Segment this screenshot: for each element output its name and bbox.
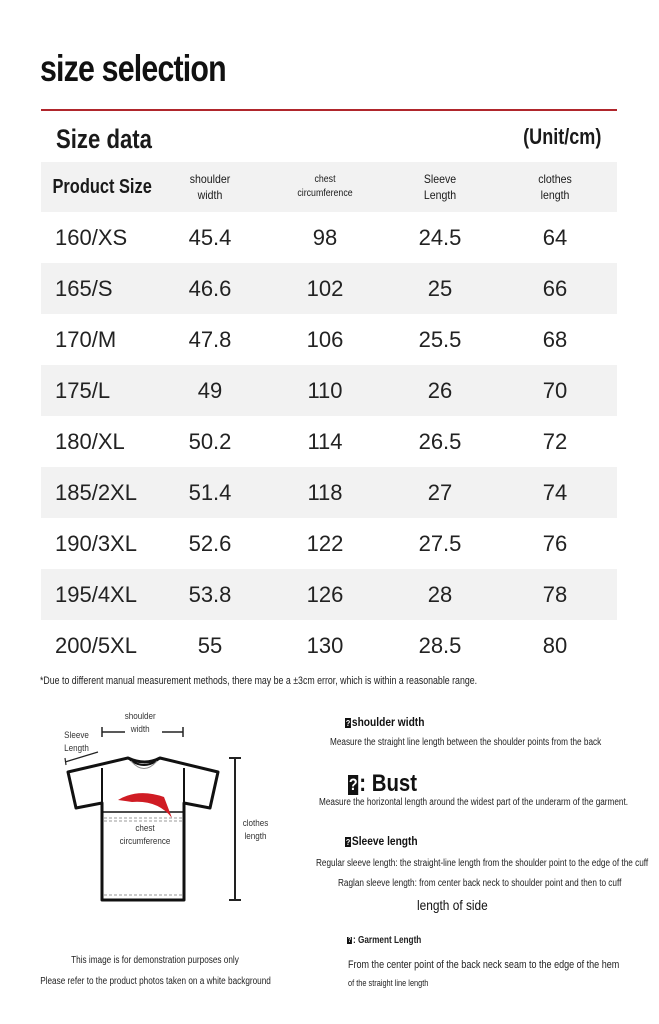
diagram-sleeve-line1: Sleeve [64,730,89,741]
table-row [41,569,617,620]
table-row [41,467,617,518]
cell-size: 200/5XL [55,632,137,658]
length-of-side-heading: length of side [417,897,488,913]
cell-sleeve: 26.5 [418,428,462,454]
cell-chest: 126 [306,581,344,607]
cell-chest: 118 [307,479,343,505]
cell-shoulder: 45.4 [188,224,232,250]
header-sleeve-length [392,171,489,203]
tshirt-diagram [40,700,290,915]
numbered-box-icon: ? [347,936,352,944]
cell-sleeve: 27 [427,479,453,505]
diagram-chest-line2: circumference [119,836,171,847]
cell-length: 80 [542,632,568,658]
cell-chest: 130 [306,632,344,658]
title-divider [41,109,617,111]
diagram-shoulder-label [125,710,156,736]
garment-length-title: : Garment Length [352,935,422,946]
cell-shoulder: 55 [197,632,223,658]
cell-size: 165/S [55,275,113,301]
table-row [41,365,617,416]
size-table [41,162,617,671]
numbered-box-icon: ? [348,774,358,794]
cell-length: 74 [542,479,568,505]
cell-shoulder: 51.4 [188,479,232,505]
garment-desc-1: From the center point of the back neck seam to the edge of the hem [348,959,620,971]
cell-sleeve: 25.5 [418,326,462,352]
measurement-error-note: *Due to different manual measurement methods, there may be a ±3cm error, which is within a reasonable range. [40,675,478,687]
cell-shoulder: 49 [197,377,223,403]
cell-size: 190/3XL [55,530,137,556]
section-title: Size data [56,124,152,154]
cell-sleeve: 26 [427,377,453,403]
header-clothes-line1: clothes [538,172,572,186]
numbered-box-icon: ? [345,717,351,728]
diagram-shoulder-line1: shoulder [124,711,156,722]
header-sleeve-line1: Sleeve [423,172,457,186]
cell-shoulder: 52.6 [188,530,232,556]
diagram-shoulder-line2: width [130,724,150,735]
demo-note-1: This image is for demonstration purposes only [71,955,239,966]
sleeve-desc-raglan: Raglan sleeve length: from center back neck to shoulder point and then to cuff [338,878,622,889]
bust-desc: Measure the horizontal length around the widest part of the underarm of the garment. [319,797,629,808]
table-header-row [41,162,617,212]
shoulder-width-heading [345,715,424,729]
cell-shoulder: 50.2 [188,428,232,454]
cell-shoulder: 53.8 [188,581,232,607]
diagram-chest-label [115,822,175,848]
table-row [41,416,617,467]
cell-chest: 110 [307,377,343,403]
header-shoulder-width [162,171,259,203]
diagram-sleeve-label [64,729,89,755]
sleeve-desc-regular: Regular sleeve length: the straight-line length from the shoulder point to the edge of the cuff [316,858,649,869]
cell-length: 72 [542,428,568,454]
table-row [41,314,617,365]
diagram-clothes-line2: length [244,831,267,842]
demo-note-2: Please refer to the product photos taken on a white background [40,976,271,987]
header-chest-circumference [272,173,378,201]
cell-sleeve: 28.5 [418,632,462,658]
diagram-sleeve-line2: Length [64,743,89,754]
cell-length: 66 [542,275,568,301]
header-shoulder-line1: shoulder [189,172,231,186]
table-row [41,620,617,671]
diagram-clothes-length-label [241,817,271,843]
bust-heading [348,770,417,798]
header-product-size: Product Size [52,175,152,198]
cell-chest: 106 [306,326,344,352]
cell-length: 70 [542,377,568,403]
sleeve-length-title: Sleeve length [351,834,418,848]
cell-size: 160/XS [55,224,128,250]
shoulder-width-title: shoulder width [351,715,425,729]
cell-length: 76 [542,530,568,556]
numbered-box-icon: ? [345,836,351,847]
header-sleeve-line2: Length [423,188,457,202]
cell-sleeve: 27.5 [418,530,462,556]
table-row [41,263,617,314]
cell-length: 68 [542,326,568,352]
table-row [41,212,617,263]
cell-sleeve: 24.5 [418,224,462,250]
cell-sleeve: 25 [427,275,453,301]
cell-chest: 102 [306,275,344,301]
cell-size: 185/2XL [55,479,137,505]
cell-size: 180/XL [55,428,125,454]
unit-label: (Unit/cm) [522,124,601,149]
cell-size: 175/L [55,377,111,403]
page-title: size selection [40,48,226,89]
bust-title: : Bust [359,770,418,797]
header-clothes-line2: length [540,188,570,202]
cell-chest: 122 [306,530,344,556]
cell-chest: 98 [312,224,338,250]
cell-size: 170/M [55,326,117,352]
garment-desc-2: of the straight line length [348,978,429,988]
cell-chest: 114 [307,428,343,454]
shoulder-width-desc: Measure the straight line length between the shoulder points from the back [330,737,602,748]
cell-shoulder: 46.6 [188,275,232,301]
diagram-chest-line1: chest [135,823,155,834]
header-chest-line1: chest [314,174,336,185]
header-clothes-length [502,171,608,203]
table-row [41,518,617,569]
cell-size: 195/4XL [55,581,137,607]
cell-length: 64 [542,224,568,250]
cell-length: 78 [542,581,568,607]
garment-length-heading [347,935,421,946]
cell-shoulder: 47.8 [188,326,232,352]
header-chest-line2: circumference [297,188,353,199]
sleeve-length-heading [345,834,418,848]
diagram-clothes-line1: clothes [242,818,269,829]
header-shoulder-line2: width [197,188,223,202]
cell-sleeve: 28 [427,581,453,607]
